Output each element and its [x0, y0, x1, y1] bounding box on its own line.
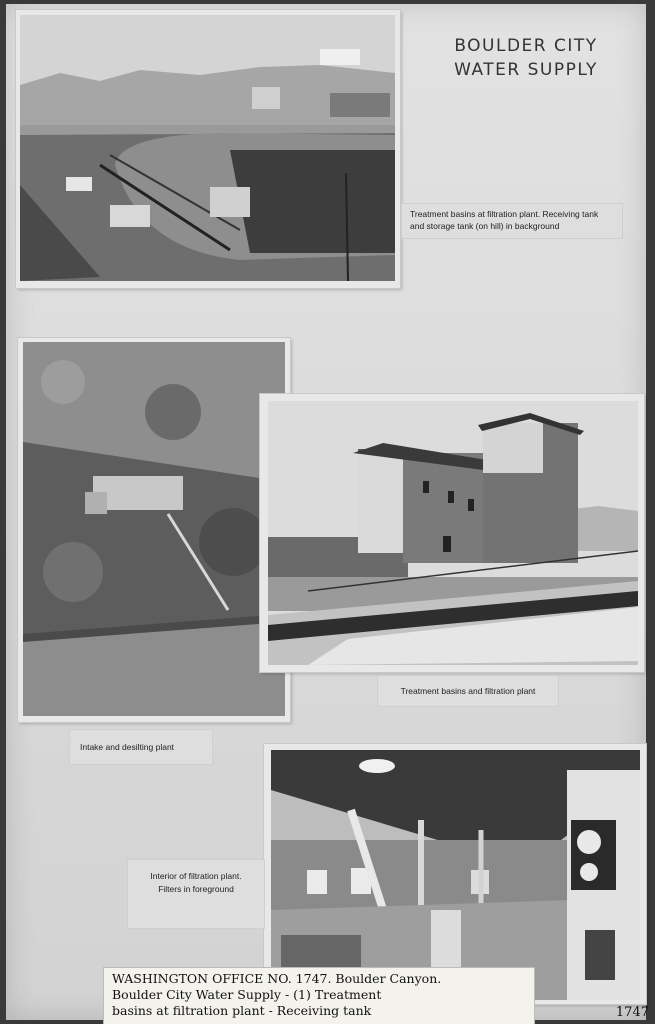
caption-plant-interior: Interior of filtration plant. Filters in foreground [128, 860, 264, 928]
archive-label-line-1: WASHINGTON OFFICE NO. 1747. Boulder Canyon. [112, 971, 442, 986]
corner-number: 1747 [615, 1005, 649, 1020]
photo-treatment-basins-image [20, 15, 395, 281]
archive-label [104, 968, 534, 1024]
page-title: BOULDER CITY WATER SUPPLY [454, 36, 598, 80]
caption-filtration-plant: Treatment basins and filtration plant [378, 676, 558, 706]
photo-plant-interior-image [271, 750, 640, 1000]
photo-intake-plant [23, 342, 285, 716]
photo-filtration-plant-image [268, 401, 638, 665]
photo-filtration-plant [268, 401, 638, 665]
photo-intake-plant-image [23, 342, 285, 716]
archive-label-line-2: Boulder City Water Supply - (1) Treatment [112, 987, 382, 1002]
archive-board [6, 4, 646, 1020]
photo-plant-interior [271, 750, 640, 1000]
archive-label-line-3: basins at filtration plant - Receiving tank [112, 1003, 372, 1018]
caption-intake-plant: Intake and desilting plant [70, 730, 212, 764]
photo-treatment-basins [20, 15, 395, 281]
caption-treatment-basins: Treatment basins at filtration plant. Receiving tank and storage tank (on hill) in background [402, 204, 622, 238]
